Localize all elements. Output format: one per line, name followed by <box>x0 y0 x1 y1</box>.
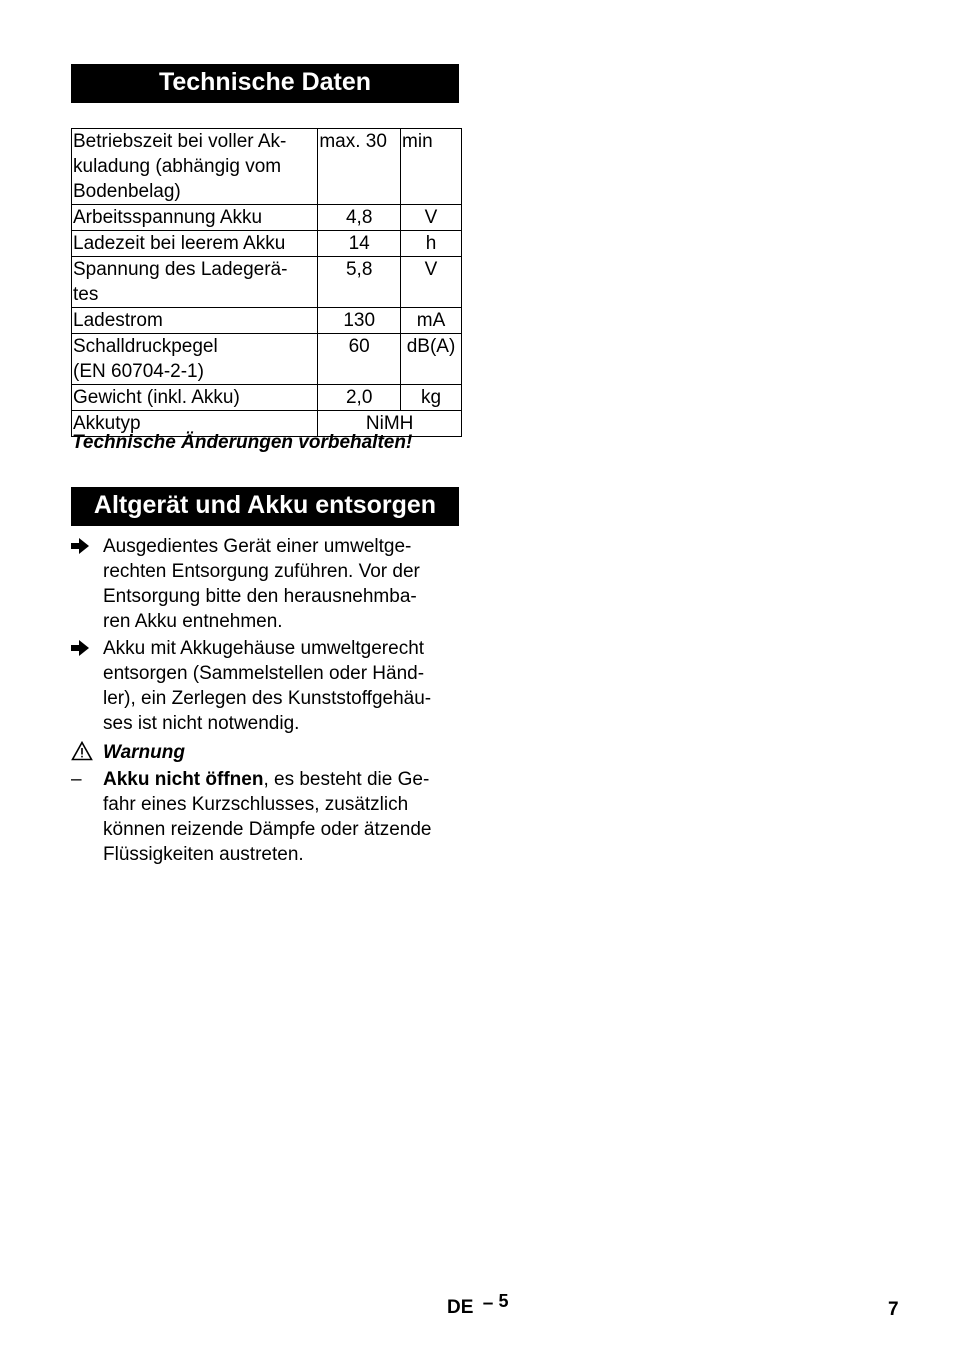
warning-text: Akku nicht öffnen, es besteht die Ge- fahr eines Kurzschlusses, zusätzlich können reizende Dämpfe oder ätzende Flüssigkeiten austreten. <box>103 769 432 865</box>
spec-value: 14 <box>318 231 401 257</box>
spec-label: Spannung des Ladegerä- tes <box>72 257 318 308</box>
spec-unit: dB(A) <box>401 334 462 385</box>
spec-label: Akkutyp <box>72 411 318 437</box>
spec-label: Ladestrom <box>72 308 318 334</box>
spec-unit: kg <box>401 385 462 411</box>
arrow-right-icon <box>71 636 95 661</box>
dash-marker: – <box>71 769 82 790</box>
table-row <box>72 308 462 334</box>
spec-value: 2,0 <box>318 385 401 411</box>
section-title-disposal: Altgerät und Akku entsorgen <box>71 487 459 526</box>
footer-page-section: 5 <box>498 1291 509 1311</box>
page-number: 7 <box>888 1299 899 1320</box>
warning-label: Warnung <box>103 742 185 763</box>
spec-unit: h <box>401 231 462 257</box>
spec-unit: V <box>401 257 462 308</box>
table-row <box>72 257 462 308</box>
table-row <box>72 129 462 205</box>
spec-value: 4,8 <box>318 205 401 231</box>
technical-changes-note: Technische Änderungen vorbehalten! <box>72 432 413 453</box>
list-item <box>71 636 463 736</box>
warning-bold: Akku nicht öffnen <box>103 769 264 790</box>
spec-unit: mA <box>401 308 462 334</box>
spec-value: max. 30 <box>318 129 401 205</box>
section-title-technical-data: Technische Daten <box>71 64 459 103</box>
spec-label: Gewicht (inkl. Akku) <box>72 385 318 411</box>
spec-value: NiMH <box>318 411 462 437</box>
arrow-right-icon <box>71 534 95 559</box>
warning-triangle-icon <box>71 740 93 765</box>
table-row <box>72 231 462 257</box>
footer-section-label <box>447 1291 509 1319</box>
spec-value: 60 <box>318 334 401 385</box>
list-item <box>71 767 463 867</box>
table-row <box>72 385 462 411</box>
spec-label: Ladezeit bei leerem Akku <box>72 231 318 257</box>
spec-label: Schalldruckpegel (EN 60704-2-1) <box>72 334 318 385</box>
spec-value: 130 <box>318 308 401 334</box>
warning-heading <box>71 740 463 765</box>
footer-separator: – <box>482 1293 494 1314</box>
table-row <box>72 205 462 231</box>
spec-value: 5,8 <box>318 257 401 308</box>
list-item <box>71 534 463 634</box>
list-item-text: Ausgedientes Gerät einer umweltge- rechten Entsorgung zuführen. Vor der Entsorgung bitte den herausnehmba- ren Akku entnehmen. <box>103 536 420 632</box>
spec-label: Arbeitsspannung Akku <box>72 205 318 231</box>
footer-lang: DE <box>447 1297 474 1318</box>
list-item-text: Akku mit Akkugehäuse umweltgerecht entsorgen (Sammelstellen oder Händ- ler), ein Zerlegen des Kunststoffgehäu- ses ist nicht notwendig. <box>103 638 432 734</box>
disposal-list <box>71 534 463 869</box>
spec-unit: min <box>401 129 462 205</box>
table-row <box>72 334 462 385</box>
spec-label: Betriebszeit bei voller Ak- kuladung (abhängig vom Bodenbelag) <box>72 129 318 205</box>
spec-unit: V <box>401 205 462 231</box>
spec-table <box>71 128 462 437</box>
